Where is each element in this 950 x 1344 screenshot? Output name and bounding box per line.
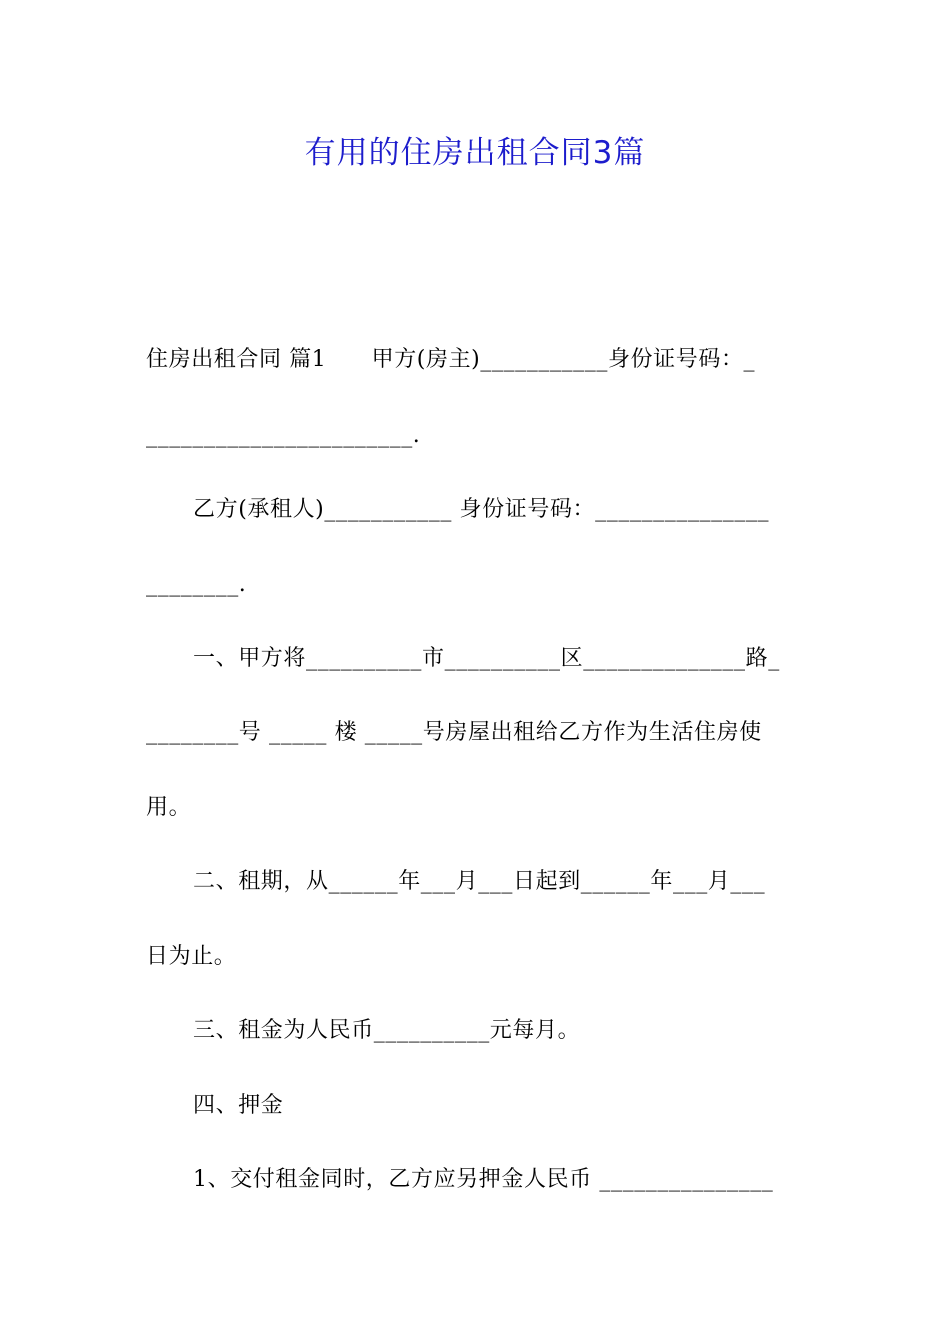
party-a-line: 住房出租合同 篇1 甲方(房主)___________身份证号码：_ <box>146 347 756 372</box>
clause-1-line-2: ________号 _____ 楼 _____号房屋出租给乙方作为生活住房使 <box>146 720 762 745</box>
clause-2-line-2: 日为止。 <box>146 944 237 969</box>
clause-4-item-1: 1、交付租金同时，乙方应另押金人民币 _______________ <box>193 1167 774 1192</box>
clause-2-line-1: 二、租期，从______年___月___日起到______年___月___ <box>193 869 766 894</box>
party-b-id-continuation: ________. <box>146 572 247 597</box>
clause-3-line: 三、租金为人民币__________元每月。 <box>193 1018 581 1043</box>
clause-4-heading: 四、押金 <box>193 1093 284 1118</box>
document-title: 有用的住房出租合同3篇 <box>304 135 646 171</box>
party-b-line: 乙方(承租人)___________ 身份证号码：_______________ <box>193 497 770 522</box>
clause-1-line-1: 一、甲方将__________市__________区______________路_ <box>193 646 780 671</box>
party-a-id-continuation: _______________________. <box>146 423 421 448</box>
clause-1-line-3: 用。 <box>146 795 192 820</box>
